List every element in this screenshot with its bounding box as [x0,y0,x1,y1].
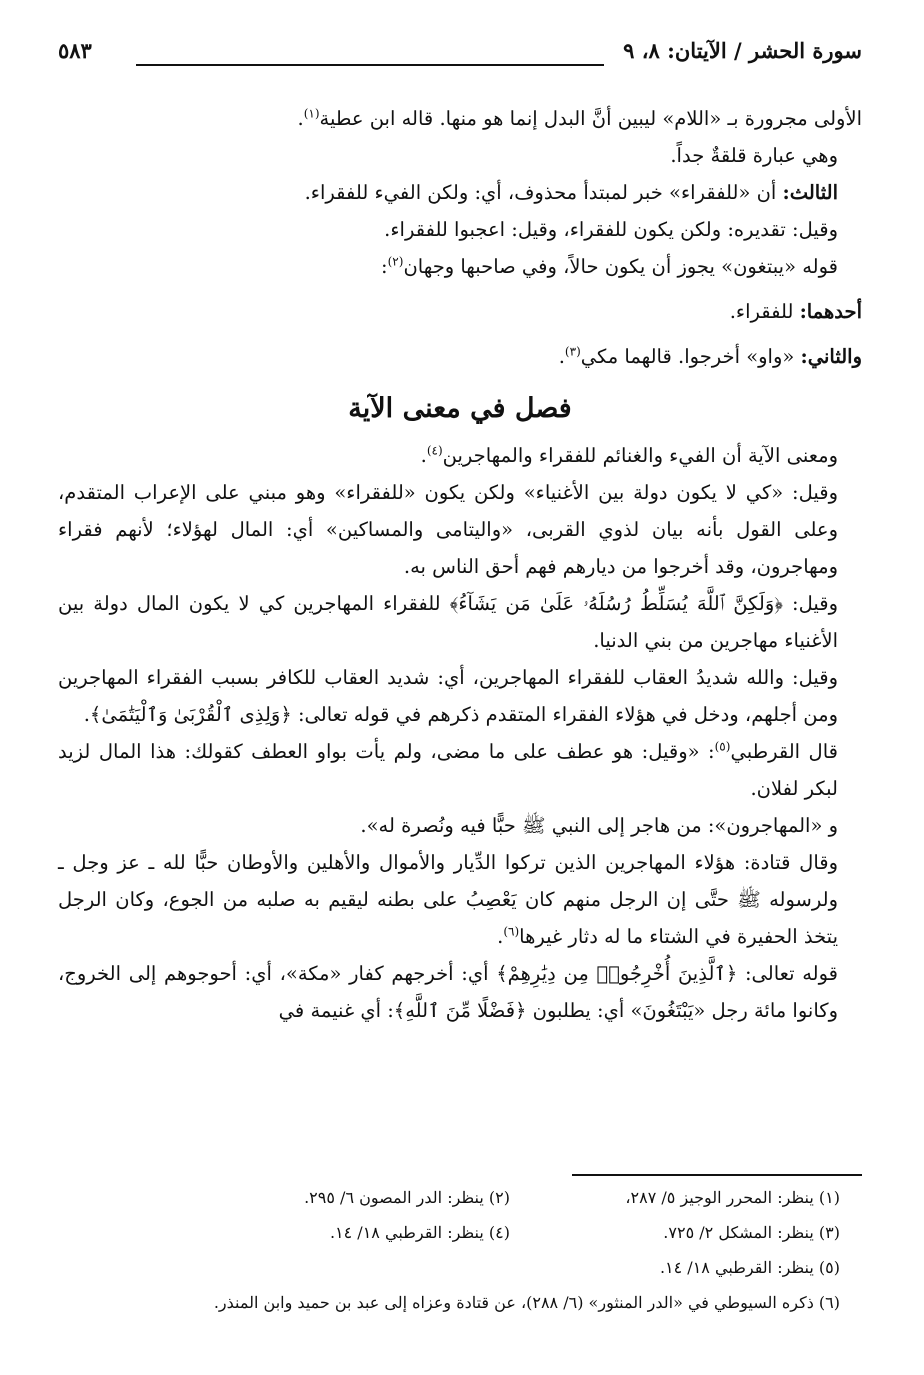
paragraph-15: قوله تعالى: ﴿ٱلَّذِينَ أُخْرِجُوا۟ مِن دِيَٰرِهِمْ﴾ أي: أخرجهم كفار «مكة»، أي: أحوجوهم إلى الخروج، وكانوا مائة رجل «يَبْتَغُونَ» أي: يطلبون ﴿فَضْلًا مِّنَ ٱللَّهِ﴾: أي غنيمة في [58,962,838,1022]
paragraph-11: وقيل: والله شديدُ العقاب للفقراء المهاجرين، أي: شديد العقاب للكافر بسبب الفقراء المهاجرين ومن أجلهم، ودخل في هؤلاء الفقراء المتقدم ذكرهم في قوله تعالى: ﴿وَلِذِى ٱلْقُرْبَىٰ وَٱلْيَتَٰمَىٰ﴾. [58,666,838,726]
paragraph-14: وقال قتادة: هؤلاء المهاجرين الذين تركوا الدِّيار والأموال والأهلين والأوطان حبًّا لله ـ عز وجل ـ ولرسوله ﷺ حتَّى إن الرجل منهم كان يَعْصِبُ على بطنه ليقيم به صلبه من الجوع، وكان الرجل يتخذ الحفيرة في الشتاء ما له دثار غيرها$^{(٦)}$. [58,851,838,948]
label-first: أحدهما: [799,300,862,323]
footnote-3: (٣) ينظر: المشكل ٢/ ٧٢٥. [663,1223,840,1242]
header-rule [136,64,604,66]
footnotes [58,1180,840,1320]
footnote-ref-5: (٥) [714,739,731,754]
footnote-1: (١) ينظر: المحرر الوجيز ٥/ ٢٨٧، [625,1188,840,1207]
label-second: والثاني: [800,345,862,368]
footnote-2: (٢) ينظر: الدر المصون ٦/ ٢٩٥. [304,1188,510,1207]
paragraph-7: والثاني: «واو» أخرجوا. قالهما مكي$^{(٣)}$. [558,344,862,368]
main-text [58,100,862,1029]
paragraph-10: وقيل: ﴿وَلَكِنَّ ٱللَّهَ يُسَلِّطُ رُسُلَهُۥ عَلَىٰ مَن يَشَآءُ﴾ للفقراء المهاجرين كي لا يكون المال دولة بين الأغنياء مهاجرين من بني الدنيا. [58,592,838,652]
paragraph-1: الأولى مجرورة بـ «اللام» ليبين أنَّ البدل إنما هو منها. قاله ابن عطية$^{(١)}$. [297,106,862,130]
footnote-4: (٤) ينظر: القرطبي ١٨/ ١٤. [329,1223,510,1242]
paragraph-12: قال القرطبي$^{(٥)}$: «وقيل: هو عطف على ما مضى، ولم يأت بواو العطف كقولك: هذا المال لزيد لبكر لفلان. [58,739,838,800]
paragraph-3: الثالث: أن «للفقراء» خبر لمبتدأ محذوف، أي: ولكن الفيء للفقراء. [304,181,838,204]
footnote-5: (٥) ينظر: القرطبي ١٨/ ١٤. [659,1258,840,1277]
paragraph-9: وقيل: «كي لا يكون دولة بين الأغنياء» ولكن يكون «للفقراء» وهو مبني على الإعراب المتقدم، وعلى القول بأنه بيان لذوي القربى، «واليتامى والمساكين» أي: المال لهؤلاء؛ لأنهم فقراء ومهاجرون، وقد أخرجوا من ديارهم فهم أحق الناس به. [58,481,838,578]
footnote-ref-3: (٣) [564,344,581,359]
page-number: ٥٨٣ [58,38,92,63]
footnote-6: (٦) ذكره السيوطي في «الدر المنثور» (٦/ ٢٨٨)، عن قتادة وعزاه إلى عبد بن حميد وابن المنذر. [213,1293,840,1312]
paragraph-6: أحدهما: للفقراء. [729,300,862,323]
surah-title: سورة الحشر / الآيتان: ٨، ٩ [623,38,862,63]
paragraph-2: وهي عبارة قلقةٌ جداً. [670,144,838,167]
section-heading: فصل في معنى الآية [348,393,572,424]
footnote-ref-2: (٢) [387,254,404,269]
footnote-rule [572,1174,862,1176]
label-third: الثالث: [782,181,838,204]
running-header [58,36,862,76]
paragraph-4: وقيل: تقديره: ولكن يكون للفقراء، وقيل: اعجبوا للفقراء. [384,218,838,241]
footnote-ref-4: (٤) [426,443,443,458]
footnote-ref-1: (١) [303,106,320,121]
paragraph-13: و «المهاجرون»: من هاجر إلى النبي ﷺ حبًّا فيه ونُصرة له». [360,814,838,837]
paragraph-5: قوله «يبتغون» يجوز أن يكون حالاً، وفي صاحبها وجهان$^{(٢)}$: [381,254,838,278]
paragraph-8: ومعنى الآية أن الفيء والغنائم للفقراء والمهاجرين$^{(٤)}$. [420,443,838,467]
footnote-ref-6: (٦) [503,924,520,939]
